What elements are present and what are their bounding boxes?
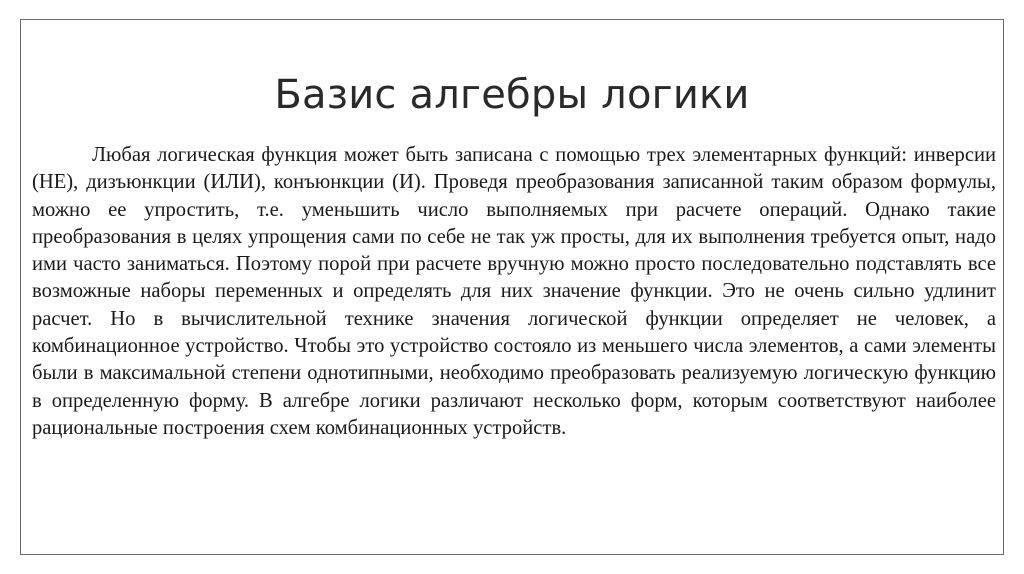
slide-frame xyxy=(20,19,1004,555)
slide-body-text: Любая логическая функция может быть записана с помощью трех элементарных функций: инверсии (НЕ), дизъюнкции (ИЛИ), конъюнкции (И). Проведя преобразования записанной таким образом формулы, можно ее упростить, т.е. уменьшить число выполняемых при расчете операций. Однако такие преобразования в целях упрощения сами по себе не так уж просты, для их выполнения требуется опыт, надо ими часто заниматься. Поэтому порой при расчете вручную можно просто последовательно подставлять все возможные наборы переменных и определять для них значение функции. Это не очень сильно удлинит расчет. Но в вычислительной технике значения логической функции определяет не человек, а комбинационное устройство. Чтобы это устройство состояло из меньшего числа элементов, а сами элементы были в максимальной степени однотипными, необходимо преобразовать реализуемую логическую функцию в определенную форму. В алгебре логики различают несколько форм, которым соответствуют наиболее рациональные построения схем комбинационных устройств. xyxy=(32,144,996,439)
slide-title: Базис алгебры логики xyxy=(274,72,750,118)
